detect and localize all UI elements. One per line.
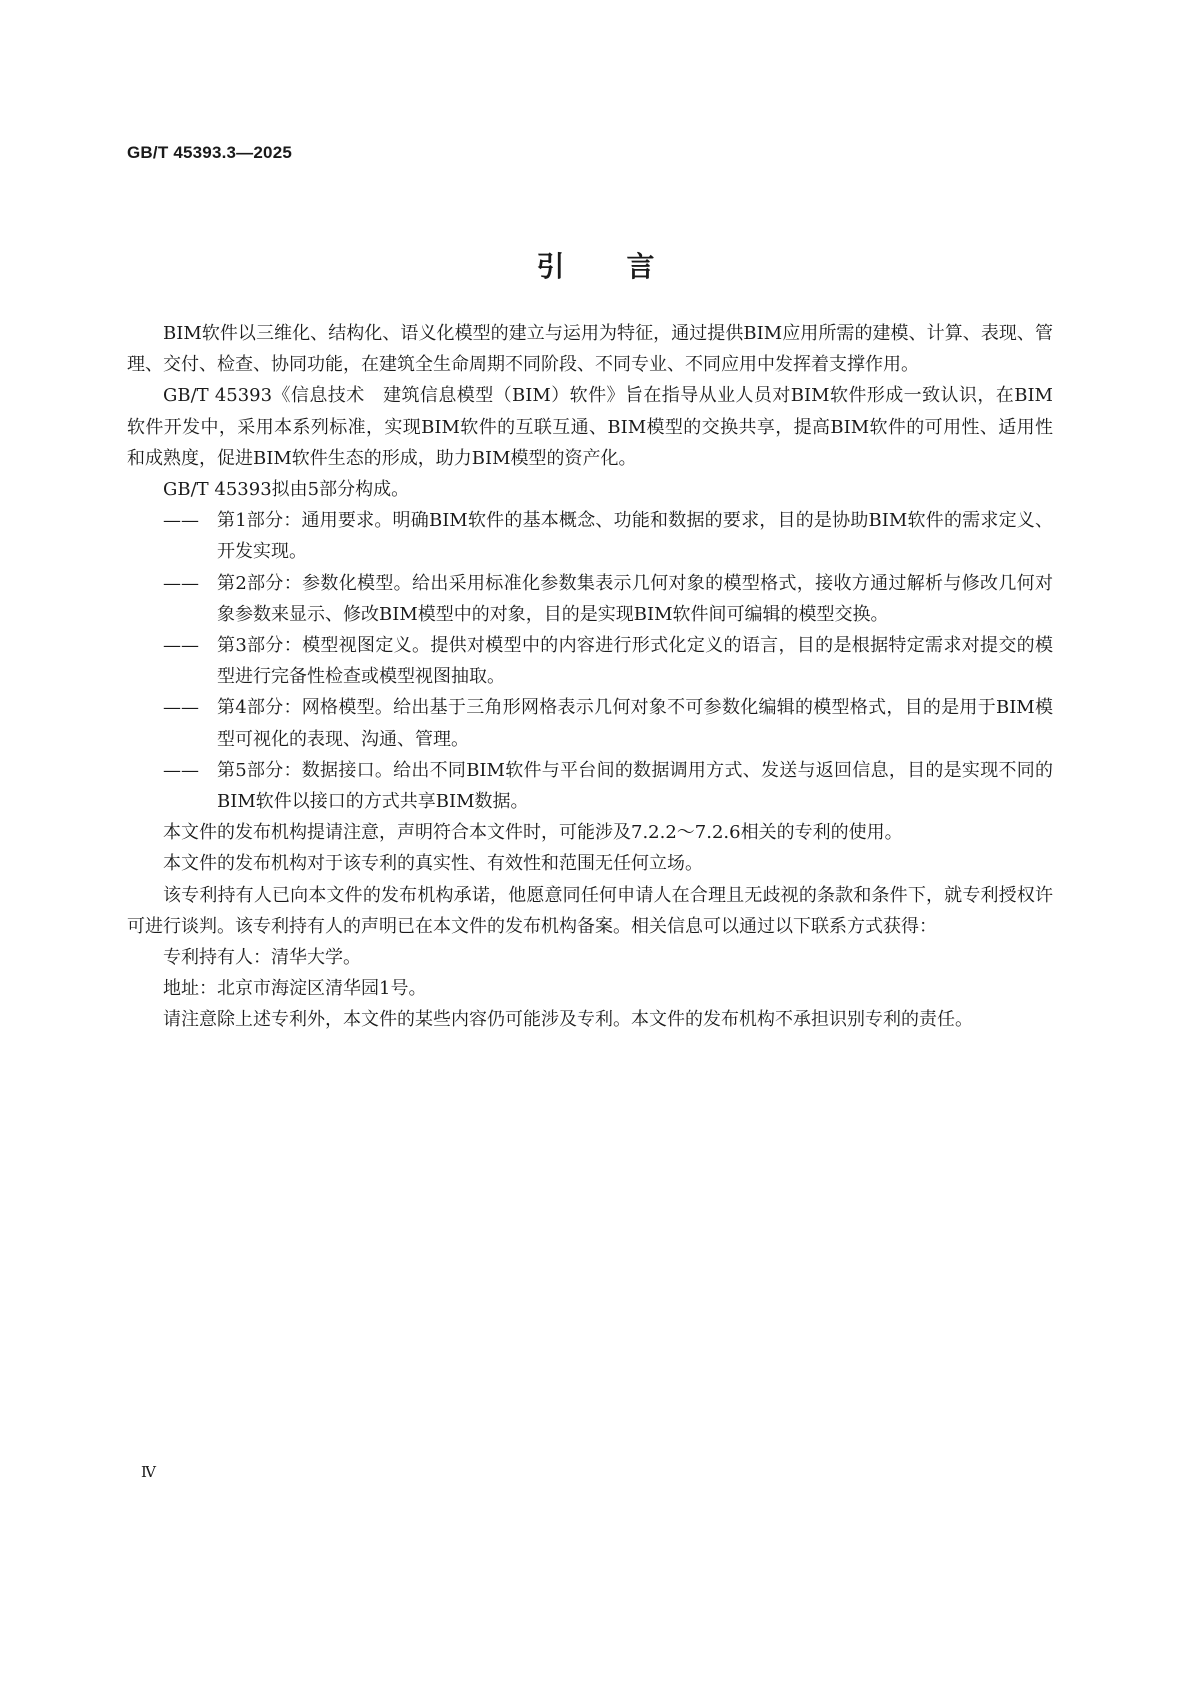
list-dash: —— [163, 572, 199, 594]
list-item-part-1 [127, 505, 1053, 567]
list-item-text: 第5部分：数据接口。给出不同BIM软件与平台间的数据调用方式、发送与返回信息，目的是实现不同的BIM软件以接口的方式共享BIM数据。 [217, 759, 1053, 813]
paragraph-patent-position: 本文件的发布机构对于该专利的真实性、有效性和范围无任何立场。 [163, 853, 703, 875]
list-dash: —— [163, 635, 199, 657]
list-item-part-4 [127, 692, 1053, 754]
list-dash: —— [163, 697, 199, 719]
paragraph-standard-purpose: GB/T 45393《信息技术 建筑信息模型（BIM）软件》旨在指导从业人员对BIM软件形成一致认识，在BIM软件开发中，采用本系列标准，实现BIM软件的互联互通、BIM模型的交换共享，提高BIM软件的可用性、适用性和成熟度，促进BIM软件生态的形成，助力BIM模型的资产化。 [127, 385, 1053, 469]
paragraph-bim-software-overview: BIM软件以三维化、结构化、语义化模型的建立与运用为特征，通过提供BIM应用所需的建模、计算、表现、管理、交付、检查、协同功能，在建筑全生命周期不同阶段、不同专业、不同应用中发挥着支撑作用。 [127, 323, 1053, 376]
paragraph-patent-address: 地址：北京市海淀区清华园1号。 [163, 978, 427, 1000]
paragraph-patent-commitment: 该专利持有人已向本文件的发布机构承诺，他愿意同任何申请人在合理且无歧视的条款和条件下，就专利授权许可进行谈判。该专利持有人的声明已在本文件的发布机构备案。相关信息可以通过以下联系方式获得： [127, 884, 1053, 937]
page-number: Ⅳ [141, 1463, 156, 1481]
list-dash: —— [163, 510, 199, 532]
paragraph-parts-intro: GB/T 45393拟由5部分构成。 [163, 479, 410, 501]
list-item-part-5 [127, 755, 1053, 817]
document-body [127, 318, 1053, 1036]
paragraph-patent-notice: 本文件的发布机构提请注意，声明符合本文件时，可能涉及7.2.2～7.2.6相关的专利的使用。 [163, 822, 903, 844]
paragraph-patent-holder: 专利持有人：清华大学。 [163, 947, 361, 969]
paragraph-patent-disclaimer: 请注意除上述专利外，本文件的某些内容仍可能涉及专利。本文件的发布机构不承担识别专利的责任。 [163, 1009, 973, 1031]
list-item-part-3 [127, 630, 1053, 692]
parts-list [127, 505, 1053, 817]
list-item-text: 第2部分：参数化模型。给出采用标准化参数集表示几何对象的模型格式，接收方通过解析与修改几何对象参数来显示、修改BIM模型中的对象，目的是实现BIM软件间可编辑的模型交换。 [217, 572, 1053, 625]
section-title: 引言 [536, 250, 717, 283]
document-code: GB/T 45393.3—2025 [127, 143, 292, 162]
list-item-part-2 [127, 568, 1053, 630]
list-item-text: 第4部分：网格模型。给出基于三角形网格表示几何对象不可参数化编辑的模型格式，目的是用于BIM模型可视化的表现、沟通、管理。 [217, 697, 1053, 750]
list-item-text: 第3部分：模型视图定义。提供对模型中的内容进行形式化定义的语言，目的是根据特定需求对提交的模型进行完备性检查或模型视图抽取。 [217, 635, 1053, 688]
list-item-text: 第1部分：通用要求。明确BIM软件的基本概念、功能和数据的要求，目的是协助BIM软件的需求定义、开发实现。 [217, 510, 1053, 563]
list-dash: —— [163, 759, 199, 781]
